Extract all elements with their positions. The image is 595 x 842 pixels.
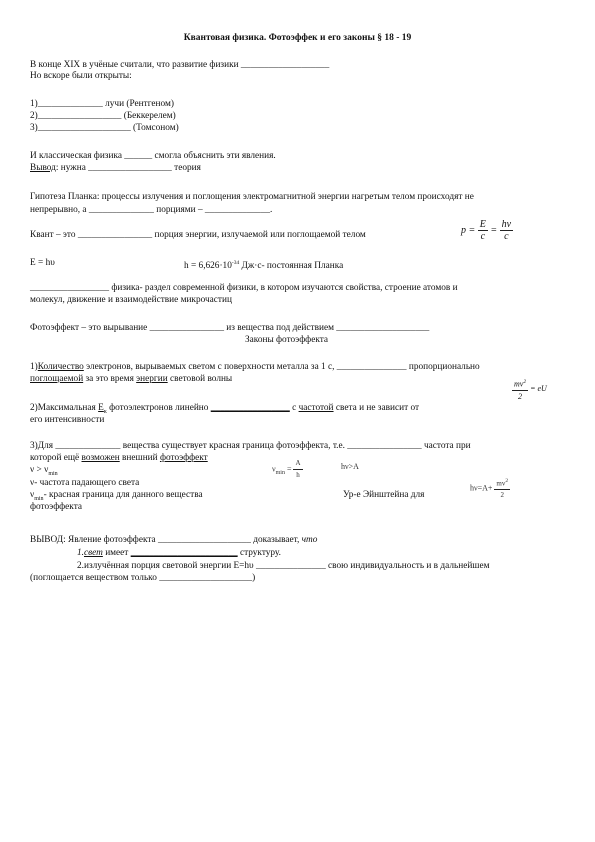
red-limit-nu: ν <box>272 464 276 474</box>
law-2-subscript: к <box>103 408 107 415</box>
law-1-text-2: за это время <box>83 374 137 384</box>
einstein-denominator: 2 <box>500 491 505 500</box>
discovery-3: 3)____________________ (Томсоном) <box>30 123 179 133</box>
law-3-line-1: 3)Для ______________ вещества существует красная граница фотоэффекта, т.е. ________________ частота при <box>30 441 471 451</box>
law-2-blank: _________________ <box>210 403 290 413</box>
conclusion-label: Вывод <box>30 163 56 173</box>
law-2-line-2: его интенсивности <box>30 415 105 425</box>
point-1-number: 1. <box>77 548 84 558</box>
final-conclusion-text: ВЫВОД: Явление фотоэффекта ____________________ доказывает, <box>30 535 302 545</box>
exponent-2: 2 <box>523 379 527 385</box>
law-1-number: 1) <box>30 362 38 372</box>
law-1-text-3: световой волны <box>167 374 233 384</box>
conclusion-point-1 <box>77 548 281 559</box>
point-1-text: имеет <box>102 548 131 558</box>
laws-heading: Законы фотоэффекта <box>245 335 329 345</box>
law-2-text-2: фотоэлектронов линейно <box>106 403 211 413</box>
law-2-text-3: с <box>289 403 299 413</box>
red-limit-sub: min <box>275 469 285 476</box>
planck-constant <box>184 258 343 272</box>
momentum-formula <box>461 219 513 242</box>
law-3-keyword-possible: возможен <box>81 453 120 463</box>
law-1-text: электронов, вырываемых светом с поверхности металла за 1 с, _______________ пропорционально <box>83 362 480 372</box>
formula-eq-2: = <box>490 224 498 236</box>
law-2-keyword-ek: Е <box>98 403 104 413</box>
page-title: Квантовая физика. Фотоэффек и его законы § 18 - 19 <box>183 33 412 43</box>
final-conclusion <box>30 535 317 546</box>
formula-rhs-eu: = eU <box>530 384 547 394</box>
planck-unit: Дж·с- постоянная Планка <box>239 261 344 272</box>
law-2-text: 2)Максимальная <box>30 403 99 413</box>
numerator-mv: mv <box>514 379 524 389</box>
fraction-mv2-2-einstein <box>494 476 510 501</box>
red-limit-eq: = <box>286 464 292 474</box>
fraction-a-h <box>293 458 302 481</box>
planck-exponent: -34 <box>231 260 240 266</box>
law-1-line-2 <box>30 374 232 385</box>
einstein-equation-label: Ур-е Эйнштейна для <box>343 490 425 500</box>
law-3-text-2: внешний <box>119 453 160 463</box>
einstein-formula <box>470 476 510 501</box>
law-1-keyword-absorbed: поглощаемой <box>30 374 84 384</box>
einstein-numerator: mv <box>496 479 506 488</box>
point-1-keyword-light: свет <box>83 548 103 558</box>
numerator-hv: hν <box>501 219 512 230</box>
planck-line-2: непрерывно, а ______________ порциями – ______________. <box>30 205 273 215</box>
law-3-photoeffect-word: фотоэффекта <box>30 502 83 512</box>
discovery-2: 2)__________________ (Беккерелем) <box>30 111 176 121</box>
planck-value: h = 6,626·10 <box>184 261 232 272</box>
numerator-e: E <box>479 219 486 230</box>
hv-gt-a-formula: hν>A <box>341 462 359 471</box>
law-3-text: которой ещё <box>30 453 82 463</box>
law-3-keyword-photoeffect: фотоэффект <box>159 453 208 463</box>
conclusion-point-2-cont: (поглощается веществом только ____________________) <box>30 573 256 583</box>
law-3-numin-sub: min <box>34 495 44 502</box>
intro-line-1: В конце XIX в учёные считали, что развитие физики ___________________ <box>30 60 330 70</box>
planck-line-1: Гипотеза Планка: процессы излучения и поглощения электромагнитной энергии нагретым телом происходят не <box>30 192 474 202</box>
quantum-physics-line-2: молекул, движение и взаимодействие микрочастиц <box>30 295 232 305</box>
energy-formula: E = hυ <box>30 258 55 268</box>
law-2-text-4: света и не зависит от <box>333 403 420 413</box>
law-3-numin-symbol: ν <box>30 490 35 500</box>
discovery-1: 1)______________ лучи (Рентгеном) <box>30 99 174 109</box>
law-3-line-2 <box>30 453 208 464</box>
point-1-text-2: структуру. <box>237 548 281 558</box>
photoeffect-definition: Фотоэффект – это вырывание ________________ из вещества под действием ____________________ <box>30 323 430 333</box>
formula-p: p <box>461 224 466 236</box>
conclusion-text: : нужна __________________ теория <box>55 163 201 173</box>
fraction-e-c <box>478 219 488 242</box>
conclusion-theory-line <box>30 163 201 174</box>
einstein-exponent: 2 <box>505 478 509 484</box>
formula-eq: = <box>468 224 476 236</box>
fraction-mv2-2 <box>512 377 528 402</box>
quantum-definition: Квант – это ________________ порция энергии, излучаемой или поглощаемой телом <box>30 230 366 240</box>
denominator-c-2: c <box>504 231 509 242</box>
numerator-a: A <box>293 458 302 470</box>
fraction-hv-c <box>500 219 513 242</box>
law-2-keyword-frequency: частотой <box>298 403 334 413</box>
denominator-c: c <box>480 231 486 242</box>
law-3-nu-def: ν- частота падающего света <box>30 478 140 488</box>
denominator-h: h <box>296 471 300 479</box>
intro-line-2: Но вскоре были открыты: <box>30 71 132 81</box>
point-1-blank: _______________________ <box>130 548 238 558</box>
final-conclusion-what: что <box>301 535 318 545</box>
law-3-numin-text: - красная граница для данного вещества <box>43 490 203 500</box>
law-1-keyword-energy: энергии <box>136 374 168 384</box>
conclusion-point-2: 2.излучённая порция световой энергии E=hυ _______________ свою индивидуальность и в дальнейшем <box>77 561 490 571</box>
denominator-2: 2 <box>518 391 523 401</box>
law-1-line-1 <box>30 362 480 373</box>
classic-physics-line: И классическая физика ______ смогла объяснить эти явления. <box>30 151 276 161</box>
law-1-keyword-quantity: Количество <box>37 362 84 372</box>
law-3-nu-gt: ν > ν <box>30 465 49 475</box>
law-3-nu-min-sub: min <box>48 470 58 477</box>
kinetic-energy-formula <box>512 377 547 402</box>
quantum-physics-line-1: _________________ физика- раздел современной физики, в котором изучаются свойства, строение атомов и <box>30 283 458 293</box>
einstein-lhs: hν=A+ <box>470 483 493 493</box>
red-limit-formula <box>272 458 303 481</box>
